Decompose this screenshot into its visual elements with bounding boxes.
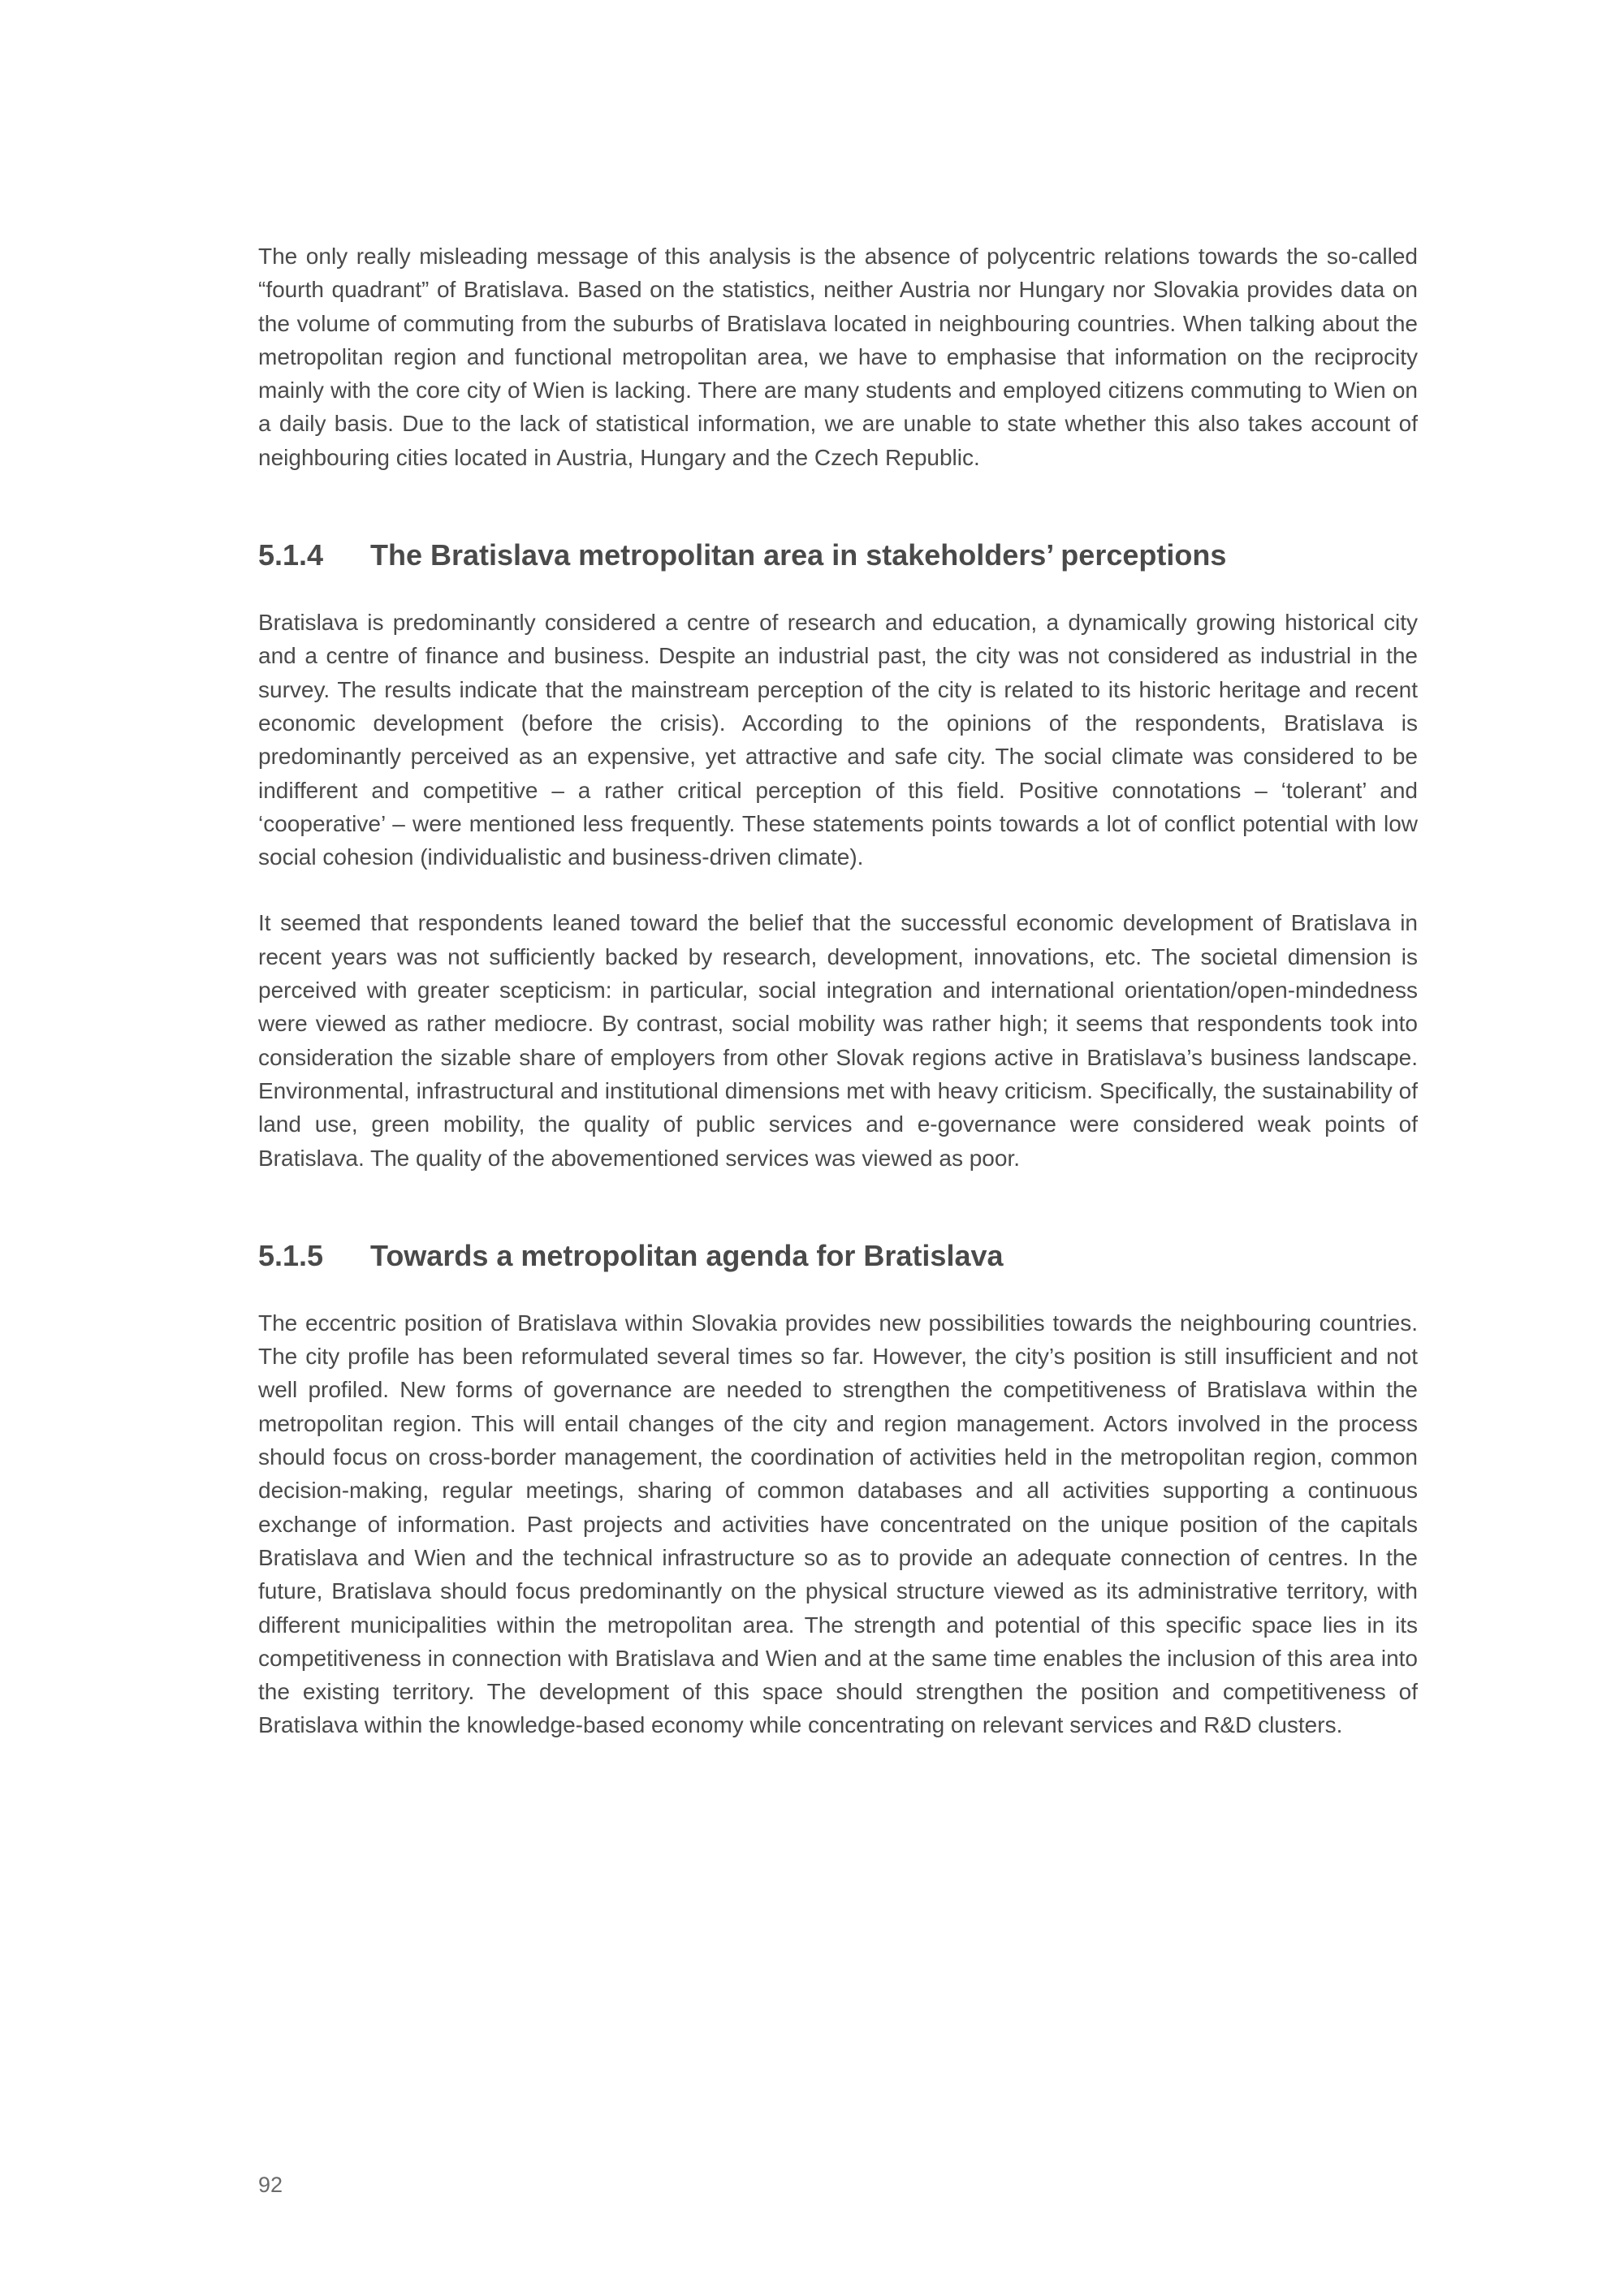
section-5-1-4-paragraph-2: It seemed that respondents leaned toward the belief that the successful economic development of Bratislava in recent years was not sufficiently backed by research, development, innovations, etc. The societal dimension is perceived with greater scepticism: in particular, social integration and international orientation/open-mindedness were viewed as rather mediocre. By contrast, social mobility was rather high; it seems that respondents took into consideration the sizable share of employers from other Slovak regions active in Bratislava’s business landscape. Environmental, infrastructural and institutional dimensions met with heavy criticism. Specifically, the sustainability of land use, green mobility, the quality of public services and e-governance were considered weak points of Bratislava. The quality of the abovementioned services was viewed as poor. [258,910,1418,1171]
section-number: 5.1.4 [258,538,324,572]
section-5-1-5-paragraph-1: The eccentric position of Bratislava within Slovakia provides new possibilities towards the neighbouring countries. The city profile has been reformulated several times so far. However, the city’s position is still insufficient and not well profiled. New forms of governance are needed to strengthen the competitiveness of Bratislava within the metropolitan region. This will entail changes of the city and region management. Actors involved in the process should focus on cross-border management, the coordination of activities held in the metropolitan region, common decision-making, regular meetings, sharing of common databases and all activities supporting a continuous exchange of information. Past projects and activities have concentrated on the unique position of the capitals Bratislava and Wien and the technical infrastructure so as to provide an adequate connection of centres. In the future, Bratislava should focus predominantly on the physical structure viewed as its administrative territory, with different municipalities within the metropolitan area. The strength and potential of this specific space lies in its competitiveness in connection with Bratislava and Wien and at the same time enables the inclusion of this area into the existing territory. The development of this space should strengthen the position and competitiveness of Bratislava within the knowledge-based economy while concentrating on relevant services and R&D clusters. [258,1310,1418,1738]
page-number: 92 [258,2173,283,2197]
section-title: The Bratislava metropolitan area in stakeholders’ perceptions [370,538,1227,572]
section-title: Towards a metropolitan agenda for Bratislava [370,1238,1004,1272]
section-heading-5-1-5 [258,1238,1418,1274]
page-content [258,240,1418,1742]
section-5-1-4-paragraph-1: Bratislava is predominantly considered a centre of research and education, a dynamically growing historical city and a centre of finance and business. Despite an industrial past, the city was not considered as industrial in the survey. The results indicate that the mainstream perception of the city is related to its historic heritage and recent economic development (before the crisis). According to the opinions of the respondents, Bratislava is predominantly perceived as an expensive, yet attractive and safe city. The social climate was considered to be indifferent and competitive – a rather critical perception of this field. Positive connotations – ‘tolerant’ and ‘cooperative’ – were mentioned less frequently. These statements points towards a lot of conflict potential with low social cohesion (individualistic and business-driven climate). [258,610,1418,870]
section-heading-5-1-4 [258,537,1418,573]
section-number: 5.1.5 [258,1238,324,1272]
intro-paragraph: The only really misleading message of this analysis is the absence of polycentric relations towards the so-called “fourth quadrant” of Bratislava. Based on the statistics, neither Austria nor Hungary nor Slovakia provides data on the volume of commuting from the suburbs of Bratislava located in neighbouring countries. When talking about the metropolitan region and functional metropolitan area, we have to emphasise that information on the reciprocity mainly with the core city of Wien is lacking. There are many students and employed citizens commuting to Wien on a daily basis. Due to the lack of statistical information, we are unable to state whether this also takes account of neighbouring cities located in Austria, Hungary and the Czech Republic. [258,244,1418,470]
